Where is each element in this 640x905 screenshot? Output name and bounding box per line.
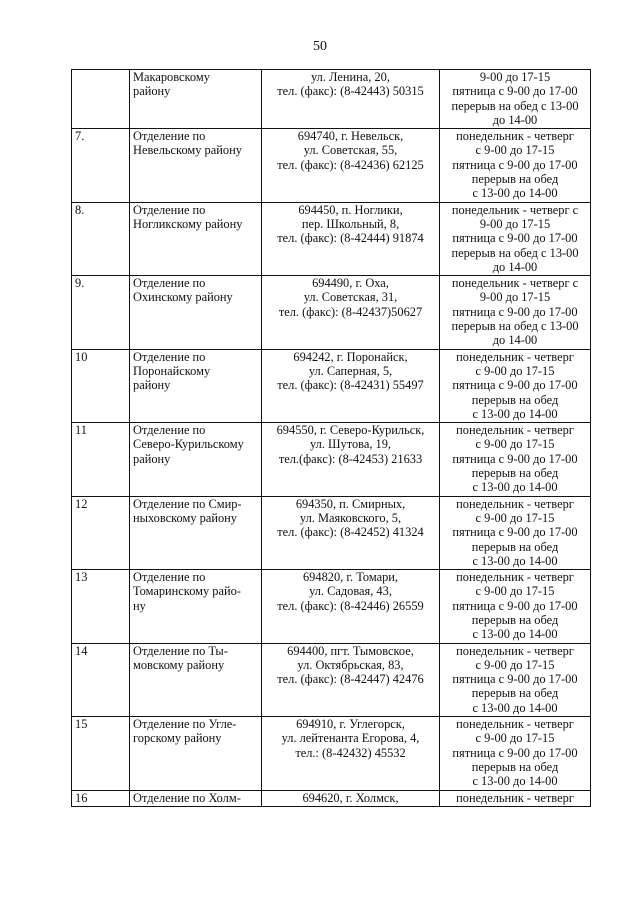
table-row [72,717,591,790]
office-hours: понедельник - четверг с 9-00 до 17-15 пятница с 9-00 до 17-00 перерыв на обед с 13-00 до 14-00 [440,643,591,716]
row-number: 14 [72,643,130,716]
offices-table [71,69,591,807]
office-hours: понедельник - четверг с 9-00 до 17-15 пятница с 9-00 до 17-00 перерыв на обед с 13-00 до 14-00 [440,570,591,643]
office-address: ул. Ленина, 20, тел. (факс): (8-42443) 50315 [262,70,440,129]
office-hours: понедельник - четверг с 9-00 до 17-15 пятница с 9-00 до 17-00 перерыв на обед с 13-00 до 14-00 [440,496,591,569]
office-name: Отделение по Смир- ныховскому району [130,496,262,569]
office-hours: понедельник - четверг с 9-00 до 17-15 пятница с 9-00 до 17-00 перерыв на обед с 13-00 до 14-00 [440,276,591,349]
table-row [72,423,591,496]
row-number: 8. [72,202,130,275]
office-address: 694400, пгт. Тымовское, ул. Октябрьская, 83, тел. (факс): (8-42447) 42476 [262,643,440,716]
office-name: Отделение по Угле- горскому району [130,717,262,790]
table-row [72,643,591,716]
office-address: 694450, п. Ноглики, пер. Школьный, 8, тел. (факс): (8-42444) 91874 [262,202,440,275]
office-name: Отделение по Томаринскому райо- ну [130,570,262,643]
office-address: 694910, г. Углегорск, ул. лейтенанта Егорова, 4, тел.: (8-42432) 45532 [262,717,440,790]
row-number: 9. [72,276,130,349]
table-row [72,202,591,275]
table-row [72,496,591,569]
office-address: 694620, г. Холмск, [262,790,440,806]
row-number: 11 [72,423,130,496]
table-row [72,70,591,129]
office-address: 694740, г. Невельск, ул. Советская, 55, тел. (факс): (8-42436) 62125 [262,129,440,202]
office-hours: понедельник - четверг [440,790,591,806]
office-hours: понедельник - четверг с 9-00 до 17-15 пятница с 9-00 до 17-00 перерыв на обед с 13-00 до 14-00 [440,129,591,202]
office-address: 694242, г. Поронайск, ул. Саперная, 5, тел. (факс): (8-42431) 55497 [262,349,440,422]
office-name: Отделение по Ты- мовскому району [130,643,262,716]
row-number: 10 [72,349,130,422]
office-hours: понедельник - четверг с 9-00 до 17-15 пятница с 9-00 до 17-00 перерыв на обед с 13-00 до 14-00 [440,349,591,422]
row-number: 16 [72,790,130,806]
table-row [72,129,591,202]
row-number: 13 [72,570,130,643]
office-name: Отделение по Охинскому району [130,276,262,349]
office-name: Отделение по Северо-Курильскому району [130,423,262,496]
office-hours: понедельник - четверг с 9-00 до 17-15 пятница с 9-00 до 17-00 перерыв на обед с 13-00 до 14-00 [440,423,591,496]
row-number [72,70,130,129]
office-hours: понедельник - четверг с 9-00 до 17-15 пятница с 9-00 до 17-00 перерыв на обед с 13-00 до 14-00 [440,202,591,275]
office-address: 694820, г. Томари, ул. Садовая, 43, тел. (факс): (8-42446) 26559 [262,570,440,643]
row-number: 7. [72,129,130,202]
row-number: 15 [72,717,130,790]
office-name: Отделение по Ногликскому району [130,202,262,275]
office-address: 694550, г. Северо-Курильск, ул. Шутова, 19, тел.(факс): (8-42453) 21633 [262,423,440,496]
office-address: 694350, п. Смирных, ул. Маяковского, 5, тел. (факс): (8-42452) 41324 [262,496,440,569]
table-row [72,570,591,643]
page-number: 50 [313,39,327,54]
table-row [72,790,591,806]
office-name: Отделение по Невельскому району [130,129,262,202]
row-number: 12 [72,496,130,569]
office-name: Отделение по Поронайскому району [130,349,262,422]
office-hours: 9-00 до 17-15 пятница с 9-00 до 17-00 перерыв на обед с 13-00 до 14-00 [440,70,591,129]
office-hours: понедельник - четверг с 9-00 до 17-15 пятница с 9-00 до 17-00 перерыв на обед с 13-00 до 14-00 [440,717,591,790]
office-name: Отделение по Холм- [130,790,262,806]
table-row [72,276,591,349]
office-name: Макаровскому району [130,70,262,129]
table-row [72,349,591,422]
office-address: 694490, г. Оха, ул. Советская, 31, тел. (факс): (8-42437)50627 [262,276,440,349]
